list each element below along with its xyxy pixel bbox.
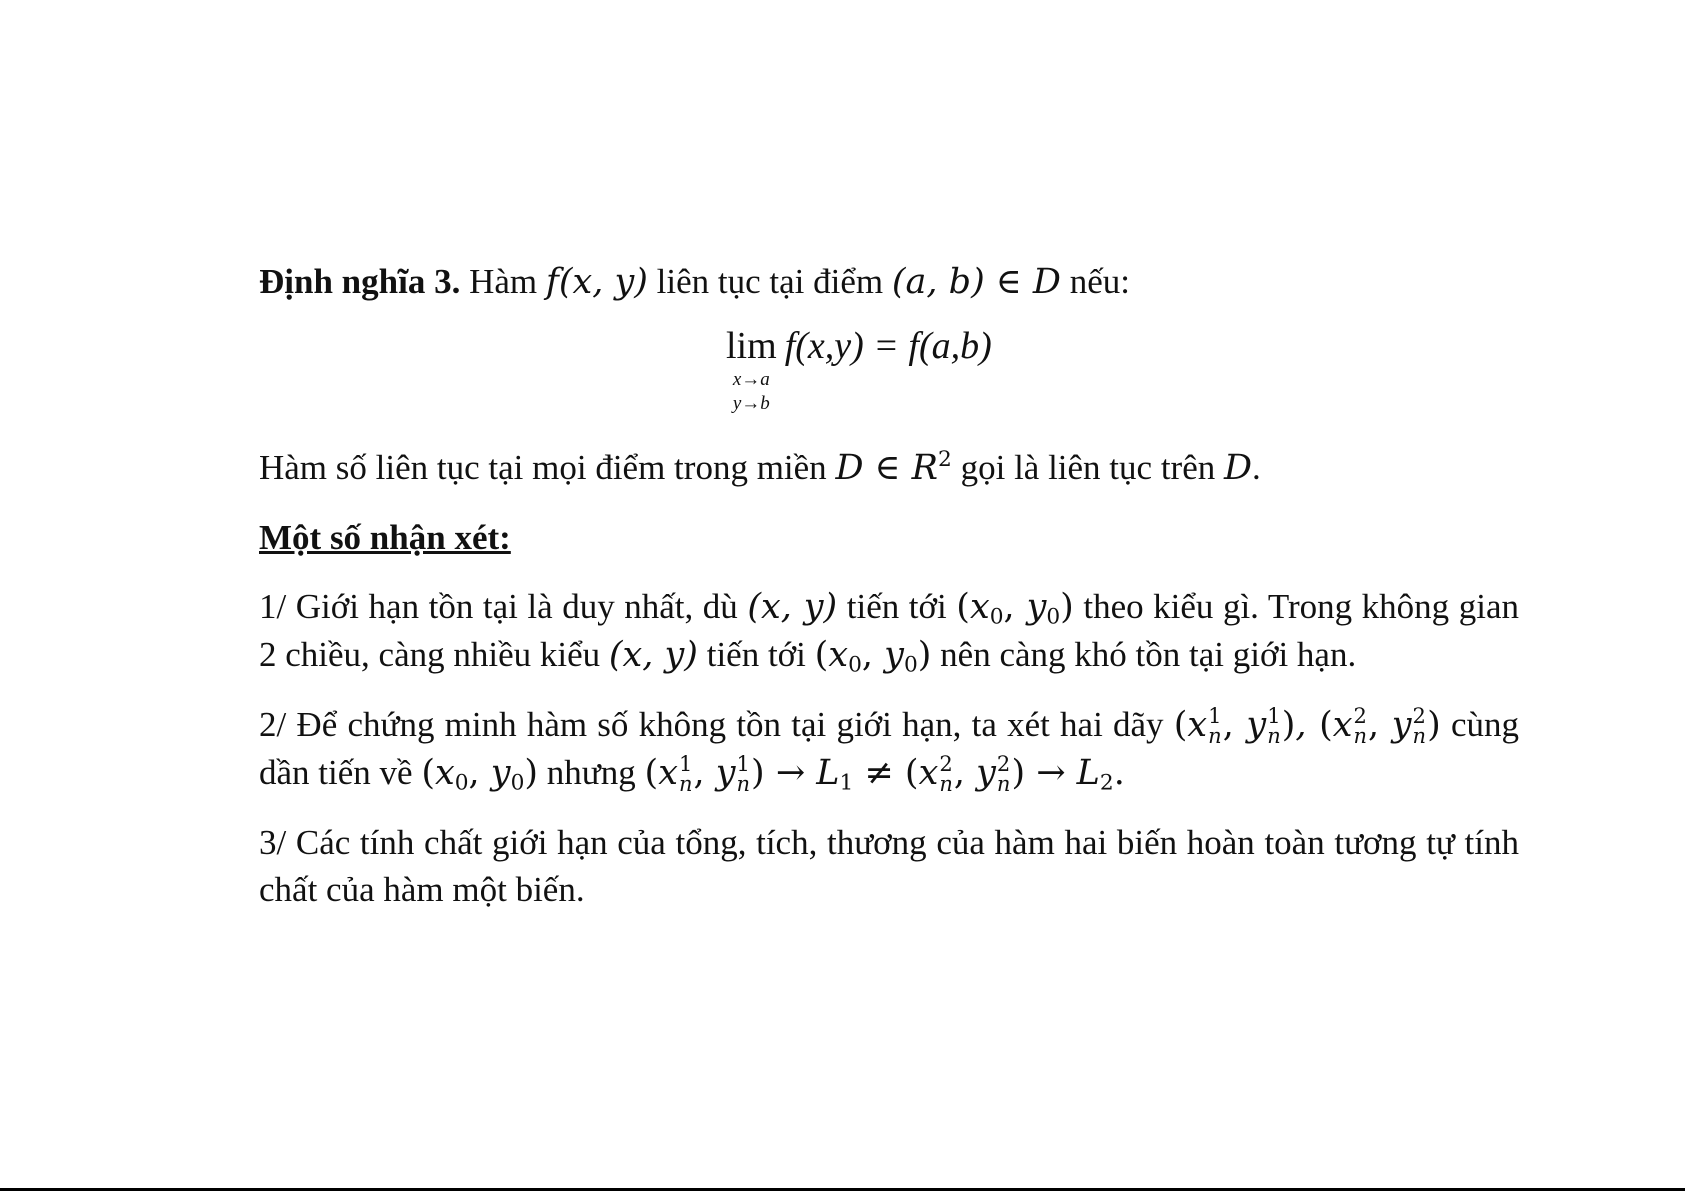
dimension-superscript: 2 — [938, 446, 952, 472]
remark-1-text-4: tiến tới — [697, 635, 815, 674]
x0y0-expression-3: ($x_0$, $y_0$) — [421, 753, 539, 796]
remark-2-text-3: nhưng — [538, 753, 645, 792]
remark-1-text-5: nên càng khó tồn tại giới hạn. — [931, 635, 1357, 674]
document-content — [259, 258, 1519, 935]
function-expression: f(x, y) — [545, 262, 648, 302]
continuity-paragraph — [259, 444, 1519, 492]
definition-text-3: nếu: — [1060, 262, 1130, 301]
domain-symbol-end: D — [1223, 448, 1253, 488]
definition-label: Định nghĩa 3. — [259, 262, 461, 301]
sequence-2-expression: (x 2 n , y 2 n ) — [1319, 703, 1441, 748]
limit-inequality-expression: (x 1 n , y 1 n ) → $L_1 \ne (x$ 2 n , y 2 n ) → $L_2$. — [644, 751, 1125, 796]
limit-formula-block — [259, 325, 1519, 436]
continuity-period: . — [1252, 448, 1261, 487]
limit-equation: f(x,y) = f(a,b) — [784, 325, 992, 367]
limit-operator — [726, 324, 777, 416]
lim-word: lim — [726, 325, 777, 367]
definition-text-1: Hàm — [460, 262, 546, 301]
definition-text-2: liên tục tại điểm — [647, 262, 892, 301]
remark-1-text-2: tiến tới — [837, 587, 957, 626]
xy-expression: (x, y) — [747, 587, 838, 627]
real-space-symbol: R — [911, 448, 939, 488]
element-of-symbol: ∈ — [863, 448, 912, 488]
remark-2-text-1: 2/ Để chứng minh hàm số không tồn tại giới hạn, ta xét hai dãy — [259, 705, 1174, 744]
remark-1-text-1: 1/ Giới hạn tồn tại là duy nhất, dù — [259, 587, 748, 626]
remark-2 — [259, 701, 1519, 797]
xy-expression-2: (x, y) — [608, 635, 698, 675]
domain-symbol: D — [835, 448, 864, 488]
sequence-1-expression: (x 1 n , y 1 n ) — [1173, 703, 1296, 748]
point-expression: (a, b) ∈ D — [891, 262, 1061, 302]
x0y0-expression: ($x_0$, $y_0$) — [956, 587, 1074, 630]
continuity-text-2: gọi là liên tục trên — [951, 448, 1224, 487]
limit-subscript-y: y→b — [732, 393, 770, 414]
remark-1 — [259, 583, 1519, 679]
continuity-text-1: Hàm số liên tục tại mọi điểm trong miền — [259, 448, 836, 487]
sequence-separator: , — [1295, 705, 1320, 745]
limit-subscript-x: x→a — [732, 369, 770, 390]
remark-1-text-3: theo kiểu gì. Trong không gian 2 chiều, càng nhiều kiểu — [259, 587, 1519, 674]
limit-formula — [726, 324, 992, 416]
remark-2-text-2: cùng dần tiến về — [259, 705, 1519, 792]
domain-expression — [835, 448, 951, 488]
definition-paragraph — [259, 258, 1519, 306]
remark-3: 3/ Các tính chất giới hạn của tổng, tích, thương của hàm hai biến hoàn toàn tương tự tính chất của hàm một biến. — [259, 823, 1519, 909]
remarks-heading: Một số nhận xét: — [259, 518, 511, 557]
x0y0-expression-2: ($x_0$, $y_0$) — [814, 635, 932, 678]
